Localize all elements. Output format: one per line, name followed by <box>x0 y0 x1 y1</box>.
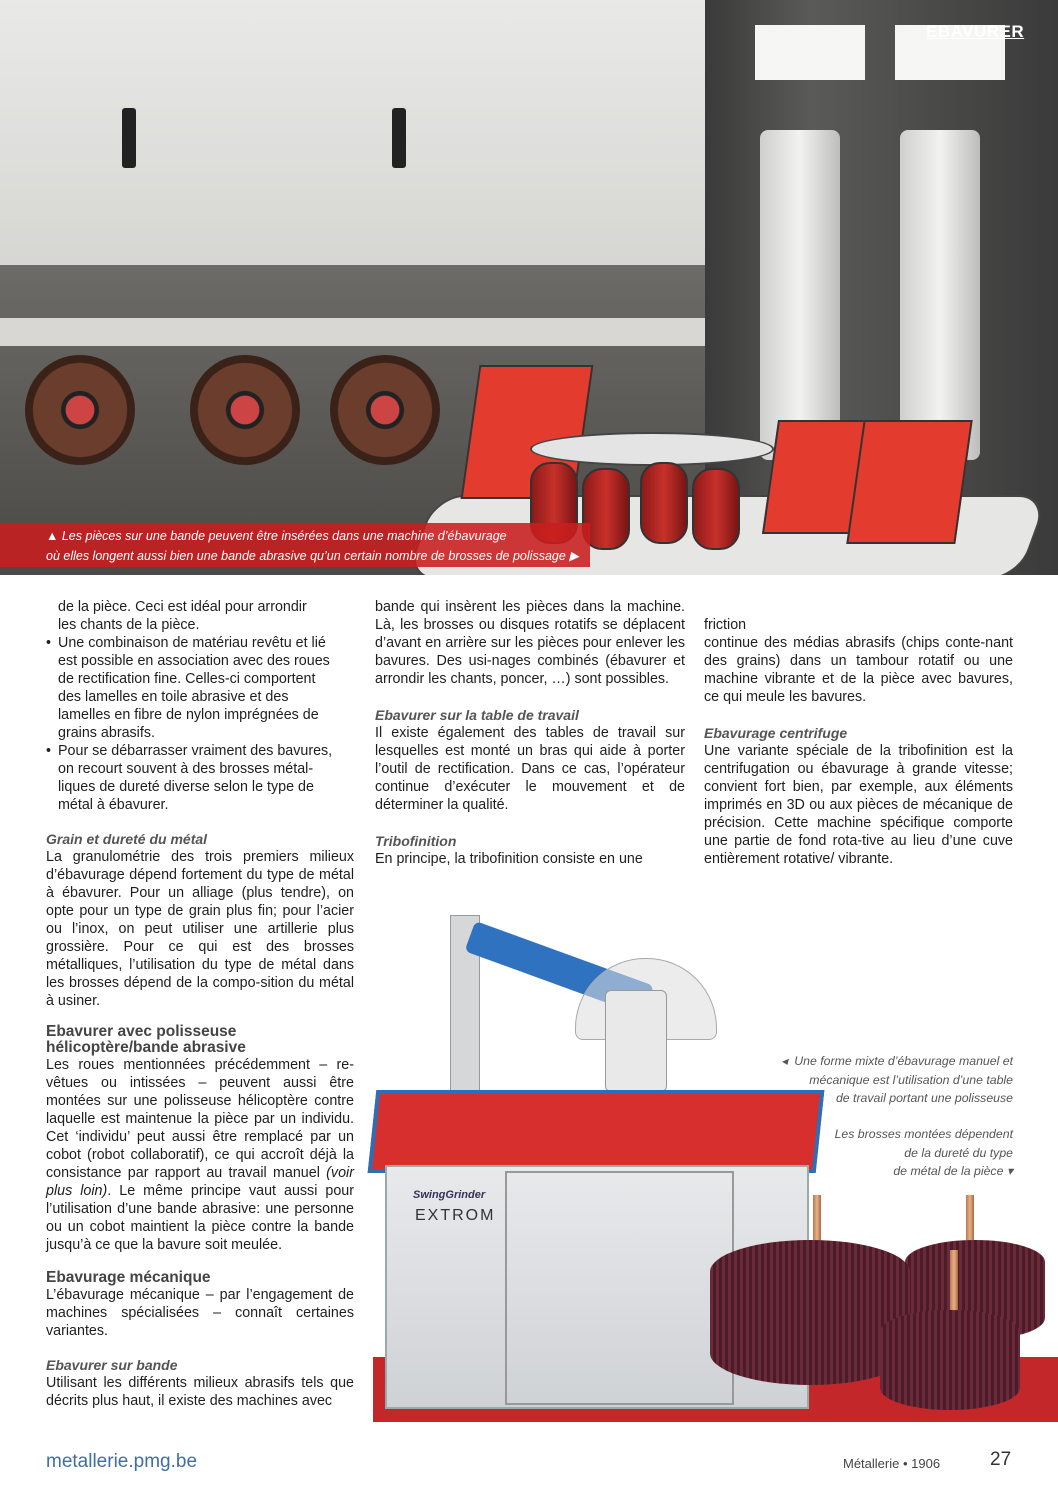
paragraph-grain: La granulométrie des trois premiers milieux d’ébavurage dépend fortement du type de métal à ébavurer. Pour un alliage (plus tendre), on opte pour un type de grain plus fin; pour l’acier ou l’inox, on peut utiliser une artillerie plus grossière. Pour ce qui est des brosses métalliques, l’utilisation du type de métal dans les brosses dépend de la compo-sition du métal à usiner. <box>46 849 354 1009</box>
text-run: . Le même principe vaut aussi pour l’utilisation d’une bande abrasive: une personne ou un cobot maintient la pièce contre la bande jusqu’à ce que la bavure soit meulée. <box>46 1183 355 1253</box>
cabinet-doors <box>505 1171 734 1405</box>
flap-brush <box>880 1310 1020 1410</box>
text-line: de rectification fine. Celles-ci comportent <box>58 671 316 687</box>
subheading-table: Ebavurer sur la table de travail <box>375 707 579 723</box>
polish-roller <box>640 462 688 544</box>
text-line: liques de dureté diverse selon le type de <box>58 779 314 795</box>
text-line: est possible en association avec des roues <box>58 653 330 669</box>
caption-machine <box>760 1052 1013 1108</box>
bullet-icon: • <box>46 743 52 759</box>
text-line: Une combinaison de matériau revêtu et lié <box>58 635 326 651</box>
caption-brushes <box>760 1125 1013 1181</box>
bullet-item <box>46 634 354 742</box>
caption-line: de la dureté du type <box>904 1145 1013 1160</box>
column-1 <box>46 598 354 1410</box>
bullet-item <box>46 742 354 814</box>
subheading-grain: Grain et dureté du métal <box>46 831 208 847</box>
caption-line <box>46 548 579 563</box>
caption-text: Les pièces sur une bande peuvent être insérées dans une machine d’ébavurage <box>61 529 507 543</box>
cover-handle <box>392 108 406 168</box>
footer-url[interactable]: metallerie.pmg.be <box>46 1451 198 1472</box>
caption-text: de métal de la pièce <box>893 1164 1004 1178</box>
text-line: lamelles en fibre de nylon imprégnées de <box>58 707 319 723</box>
paragraph-continuation: bande qui insèrent les pièces dans la machine. Là, les brosses ou disques rotatifs se déplacent d’avant en arrière sur les pièces pour enlever les bavures. Des usi-nages combinés (ébavurer et arrondir les chants, poncer, …) sont possibles. <box>375 599 685 687</box>
caption-line <box>760 1162 1013 1181</box>
heading-mecanique: Ebavurage mécanique <box>46 1269 211 1286</box>
paragraph-tribofinition: En principe, la tribofinition consiste en une <box>375 851 643 867</box>
brush-plate <box>530 432 774 466</box>
footer-magazine: Métallerie • 1906 <box>843 1456 941 1471</box>
column-3 <box>704 616 1013 868</box>
hero-photo <box>0 0 1058 575</box>
caption-text: Une forme mixte d’ébavurage manuel et <box>794 1054 1013 1068</box>
caption-line: Les brosses montées dépendent <box>834 1127 1013 1141</box>
paragraph-table: Il existe également des tables de travail sur lesquelles est monté un bras qui aide à porter l’outil de rectification. Dans ce cas, l’opérateur continue d’exécuter le mouvement et de déterminer la qualité. <box>375 725 685 813</box>
text-line: on recourt souvent à des brosses métal- <box>58 761 314 777</box>
abrasive-belt <box>846 420 972 544</box>
lamp <box>755 25 865 80</box>
subheading-centrifuge: Ebavurage centrifuge <box>704 725 848 741</box>
triangle-up-icon: ▲ <box>46 529 62 543</box>
machine-cover-panel <box>0 0 705 265</box>
machine-beam <box>0 318 705 346</box>
subheading-tribofinition: Tribofinition <box>375 833 457 849</box>
abrasive-wheel <box>25 355 135 465</box>
triangle-down-icon: ▾ <box>1003 1164 1013 1178</box>
abrasive-wheel <box>330 355 440 465</box>
spindle-tower <box>760 130 840 460</box>
paragraph-friction: continue des médias abrasifs (chips conte-nant des grains) dans un tambour rotatif ou une machine vibrante et de la pièce avec bavures, ce qui meule les bavures. <box>704 635 1013 705</box>
text-line: Pour se débarrasser vraiment des bavures, <box>58 743 333 759</box>
cover-handle <box>122 108 136 168</box>
section-tag: EBAVURER <box>926 22 1025 41</box>
caption-line: mécanique est l’utilisation d’une table <box>809 1072 1013 1087</box>
caption-line <box>760 1052 1013 1071</box>
brand-small: SwingGrinder <box>413 1189 486 1201</box>
text-line: grains abrasifs. <box>58 725 155 741</box>
paragraph-bande: Utilisant les différents milieux abrasifs tels que décrits plus haut, il existe des machines avec <box>46 1375 354 1409</box>
work-table <box>368 1090 825 1173</box>
caption-line <box>46 529 507 543</box>
paragraph-mecanique: L’ébavurage mécanique – par l’engagement de machines spécialisées – connaît certaines variantes. <box>46 1287 354 1339</box>
paragraph-polisseuse <box>46 1056 354 1254</box>
polisher-head <box>605 990 667 1092</box>
subheading-bande: Ebavurer sur bande <box>46 1357 178 1373</box>
hero-caption <box>0 523 590 567</box>
heading-line: Ebavurer avec polisseuse <box>46 1023 237 1040</box>
intro-continuation <box>46 598 354 634</box>
triangle-right-icon: ▶ <box>565 549 579 563</box>
caption-line: de travail portant une polisseuse <box>835 1091 1013 1105</box>
bullet-icon: • <box>46 635 52 651</box>
abrasive-wheel <box>190 355 300 465</box>
polish-roller <box>692 468 740 550</box>
brand-logo: EXTROM <box>415 1207 496 1224</box>
text-line: friction <box>704 617 747 633</box>
text-line: métal à ébavurer. <box>58 797 169 813</box>
heading-line: hélicoptère/bande abrasive <box>46 1039 246 1056</box>
triangle-left-icon: ◂ <box>781 1054 795 1068</box>
text-emphasis: (voir plus loin) <box>46 1165 354 1199</box>
text-run: Les roues mentionnées précédemment – re-vêtues ou intissées – peuvent aussi être montées sur une polisseuse hélicoptère contre laquelle est maintenue la pièce par un individu. Cet ‘individu’ peut aussi être remplacé par un cobot (robot collaboratif), ce qui accroît déjà la consistance par rapport au travail manuel <box>46 1057 354 1181</box>
text-line: de la pièce. Ceci est idéal pour arrondir <box>58 599 307 615</box>
text-line: des lamelles en toile abrasive et des <box>58 689 289 705</box>
text-line: les chants de la pièce. <box>58 617 200 633</box>
spindle-tower <box>900 130 980 460</box>
column-2 <box>375 598 685 868</box>
heading-polisseuse <box>46 1024 354 1056</box>
page-number: 27 <box>990 1449 1012 1470</box>
paragraph-centrifuge: Une variante spéciale de la tribofinition est la centrifugation ou ébavurage à grande vitesse; convient fort bien, par exemple, aux éléments imprimés en 3D ou aux pièces de mécanique de précision. Cette machine spécifique comporte une partie de fond rota-tive au lieu d’une cuve entièrement rotative/ vibrante. <box>704 743 1013 867</box>
caption-text: où elles longent aussi bien une bande abrasive qu’un certain nombre de brosses de polissage <box>46 549 566 563</box>
